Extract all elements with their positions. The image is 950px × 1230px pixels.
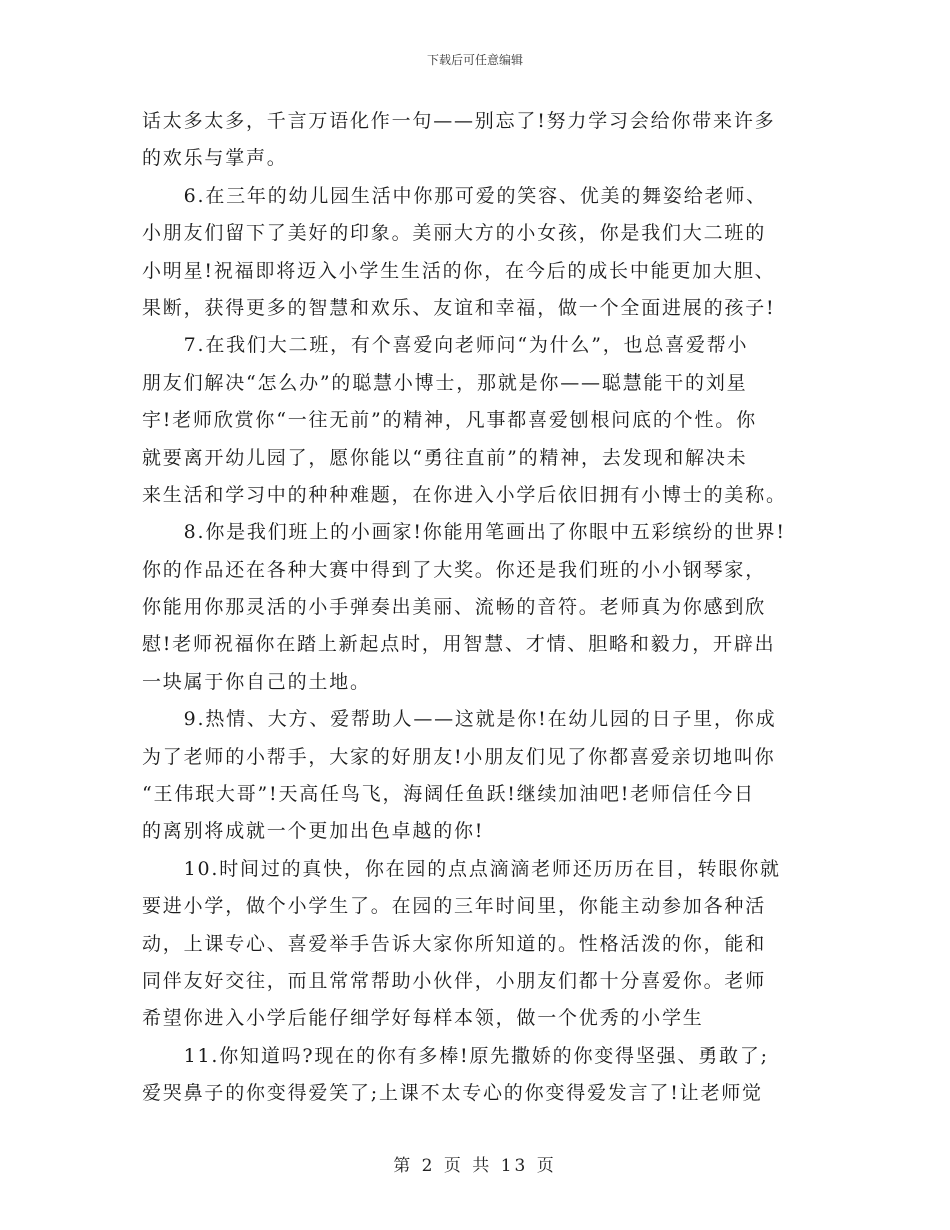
text-line: 动，上课专心、喜爱举手告诉大家你所知道的。性格活泼的你，能和 <box>142 932 767 955</box>
text-line: 来生活和学习中的种种难题，在你进入小学后依旧拥有小博士的美称。 <box>142 483 787 506</box>
text-line: 话太多太多，千言万语化作一句——别忘了!努力学习会给你带来许多 <box>142 110 776 132</box>
text-line: 希望你进入小学后能仔细学好每样本领，做一个优秀的小学生 <box>142 1007 704 1030</box>
text-line: 慰!老师祝福你在踏上新起点时，用智慧、才情、胆略和毅力，开辟出 <box>142 633 776 656</box>
text-line: 你能用你那灵活的小手弹奏出美丽、流畅的音符。老师真为你感到欣 <box>142 596 767 619</box>
text-line: 的欢乐与掌声。 <box>142 147 288 170</box>
text-line: 同伴友好交往，而且常常帮助小伙伴，小朋友们都十分喜爱你。老师 <box>142 969 767 992</box>
page-number-footer: 第 2 页 共 13 页 <box>393 1156 557 1176</box>
text-line: 一块属于你自己的土地。 <box>142 670 371 693</box>
text-line: 要进小学，做个小学生了。在园的三年时间里，你能主动参加各种活 <box>142 895 767 918</box>
text-line: 宇!老师欣赏你“一往无前”的精神，凡事都喜爱刨根问底的个性。你 <box>142 409 757 432</box>
text-line: 8.你是我们班上的小画家!你能用笔画出了你眼中五彩缤纷的世界! <box>142 521 786 544</box>
text-line: 小朋友们留下了美好的印象。美丽大方的小女孩，你是我们大二班的 <box>142 222 767 245</box>
text-line: 小明星!祝福即将迈入小学生生活的你，在今后的成长中能更加大胆、 <box>142 259 776 282</box>
text-line: 爱哭鼻子的你变得爱笑了;上课不太专心的你变得爱发言了!让老师觉 <box>142 1082 763 1105</box>
text-line: 就要离开幼儿园了，愿你能以“勇往直前”的精神，去发现和解决未 <box>142 446 748 469</box>
text-line: 你的作品还在各种大赛中得到了大奖。你还是我们班的小小钢琴家， <box>142 558 767 581</box>
text-line: 果断，获得更多的智慧和欢乐、友谊和幸福，做一个全面进展的孩子! <box>142 296 776 319</box>
text-line: 为了老师的小帮手，大家的好朋友!小朋友们见了你都喜爱亲切地叫你 <box>142 745 776 768</box>
text-line: 10.时间过的真快，你在园的点点滴滴老师还历历在目，转眼你就 <box>142 857 781 880</box>
text-line: 7.在我们大二班，有个喜爱向老师问“为什么”，也总喜爱帮小 <box>142 334 749 357</box>
text-line: 朋友们解决“怎么办”的聪慧小博士，那就是你——聪慧能干的刘星 <box>142 371 748 394</box>
body-text <box>142 108 810 1118</box>
text-line: “王伟珉大哥”!天高任鸟飞，海阔任鱼跃!继续加油吧!老师信任今日 <box>142 783 755 806</box>
text-line: 11.你知道吗?现在的你有多棒!原先撒娇的你变得坚强、勇敢了; <box>142 1044 769 1067</box>
text-line: 6.在三年的幼儿园生活中你那可爱的笑容、优美的舞姿给老师、 <box>142 184 767 207</box>
text-line: 的离别将成就一个更加出色卓越的你! <box>142 820 485 843</box>
text-line: 9.热情、大方、爱帮助人——这就是你!在幼儿园的日子里，你成 <box>142 708 777 731</box>
page-header: 下载后可任意编辑 <box>426 53 523 67</box>
